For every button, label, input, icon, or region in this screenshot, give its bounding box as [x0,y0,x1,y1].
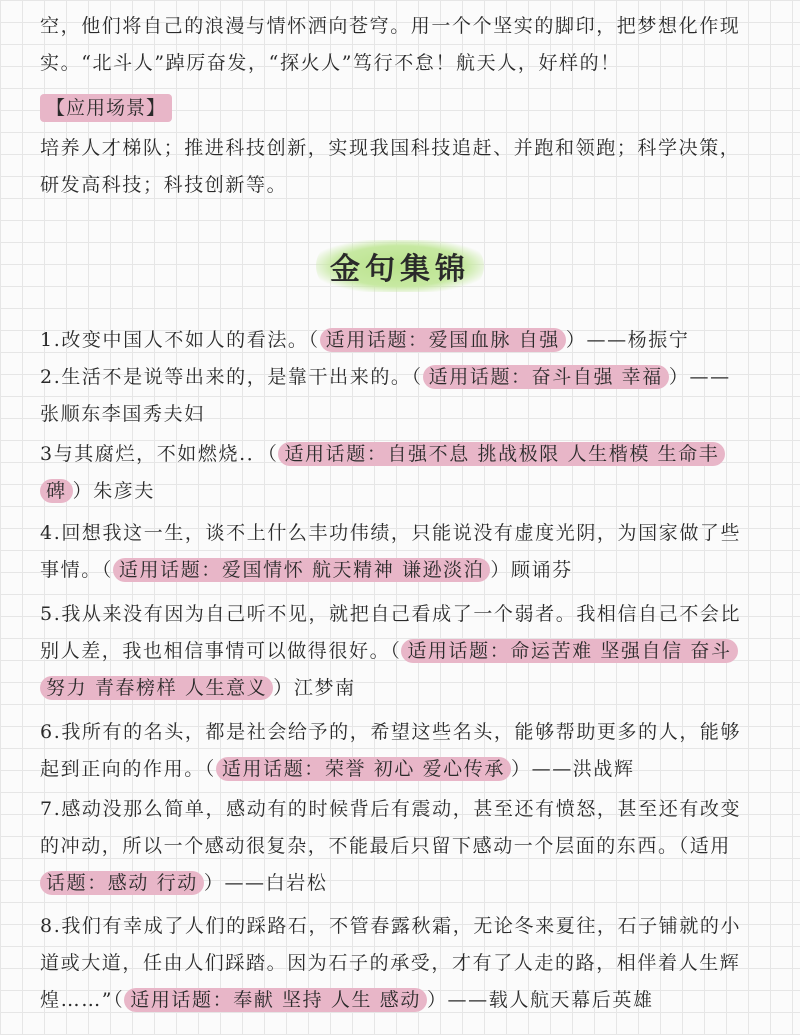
topic-highlight: 适用话题：荣誉 初心 爱心传承 [216,757,511,781]
intro-line: 空，他们将自己的浪漫与情怀洒向苍穹。用一个个坚实的脚印，把梦想化作现 [40,15,741,37]
topic-highlight: 适用话题：自强不息 挑战极限 人生楷模 生命丰 [278,442,725,466]
quote-text: 别人差，我也相信事情可以做得很好。（ [40,640,402,662]
topic-highlight: 适用话题：爱国血脉 自强 [320,328,566,352]
quote-line: 4.回想我这一生，谈不上什么丰功伟绩，只能说没有虚度光阴，为国家做了些 [40,522,742,544]
application-scene-tag: 【应用场景】 [40,94,172,122]
quote-8 [40,908,762,1019]
topic-highlight: 适用话题：奋斗自强 幸福 [423,365,669,389]
quote-line: 的冲动，所以一个感动很复杂，不能最后只留下感动一个层面的东西。（适用 [40,835,731,857]
quote-author: ）——洪战辉 [511,758,635,780]
scene-line: 培养人才梯队；推进科技创新，实现我国科技追赶、并跑和领跑；科学决策， [40,137,741,159]
quote-text: 3与其腐烂，不如燃烧.．（ [40,443,279,465]
topic-highlight: 适用话题：爱国情怀 航天精神 谦逊淡泊 [113,558,490,582]
quote-text: 2.生活不是说等出来的，是靠干出来的。（ [40,366,423,388]
quote-line: 7.感动没那么简单，感动有的时候背后有震动，甚至还有愤怒，甚至还有改变 [40,798,742,820]
quote-1 [40,322,762,359]
quote-line: 5.我从来没有因为自己听不见，就把自己看成了一个弱者。我相信自己不会比 [40,603,742,625]
quote-2 [40,359,762,433]
quote-line [40,865,762,902]
quote-text: 起到正向的作用。（ [40,758,216,780]
intro-line: 实。“北斗人”踔厉奋发，“探火人”笃行不怠！航天人，好样的！ [40,52,621,74]
quote-line [40,436,762,473]
quote-text: 1.改变中国人不如人的看法。（ [40,329,320,351]
quote-text: 事情。（ [40,559,113,581]
quote-6 [40,714,762,788]
quote-line [40,359,762,396]
quote-4 [40,515,762,589]
quote-line: 道或大道，任由人们踩踏。因为石子的承受，才有了人走的路，相伴着人生辉 [40,952,741,974]
quote-author: ）—— [668,366,731,388]
quote-line [40,552,762,589]
quote-line [40,633,762,670]
quote-line [40,322,762,359]
quote-5 [40,596,762,707]
quote-author: ）——杨振宁 [565,329,690,351]
scene-line: 研发高科技；科技创新等。 [40,174,288,196]
quote-author: ）朱彦夫 [72,480,156,502]
topic-highlight: 适用话题：命运苦难 坚强自信 奋斗 [401,639,737,663]
quote-line: 6.我所有的名头，都是社会给予的，希望这些名头，能够帮助更多的人，能够 [40,721,742,743]
topic-highlight: 努力 青春榜样 人生意义 [40,676,273,700]
quote-line [40,751,762,788]
quote-author: ）——载人航天幕后英雄 [426,989,654,1011]
quote-author: ）江梦南 [273,677,356,699]
quote-text: 煌……”（ [40,989,125,1011]
quote-3 [40,436,762,510]
quote-line [40,473,762,510]
quote-author: ）顾诵芬 [490,559,573,581]
intro-paragraph [40,8,762,82]
quote-line [40,670,762,707]
topic-highlight: 话题：感动 行动 [40,871,204,895]
section-title-wrap [0,240,800,292]
topic-highlight: 适用话题：奉献 坚持 人生 感动 [124,988,427,1012]
quote-line: 张顺东李国秀夫妇 [40,403,205,425]
section-title: 金句集锦 [316,240,484,292]
scene-paragraph [40,130,762,204]
quote-7 [40,791,762,902]
topic-highlight: 碑 [40,479,73,503]
quote-author: ）——白岩松 [203,872,328,894]
quote-line: 8.我们有幸成了人们的踩路石，不管春露秋霜，无论冬来夏往，石子铺就的小 [40,915,742,937]
quote-line [40,982,762,1019]
